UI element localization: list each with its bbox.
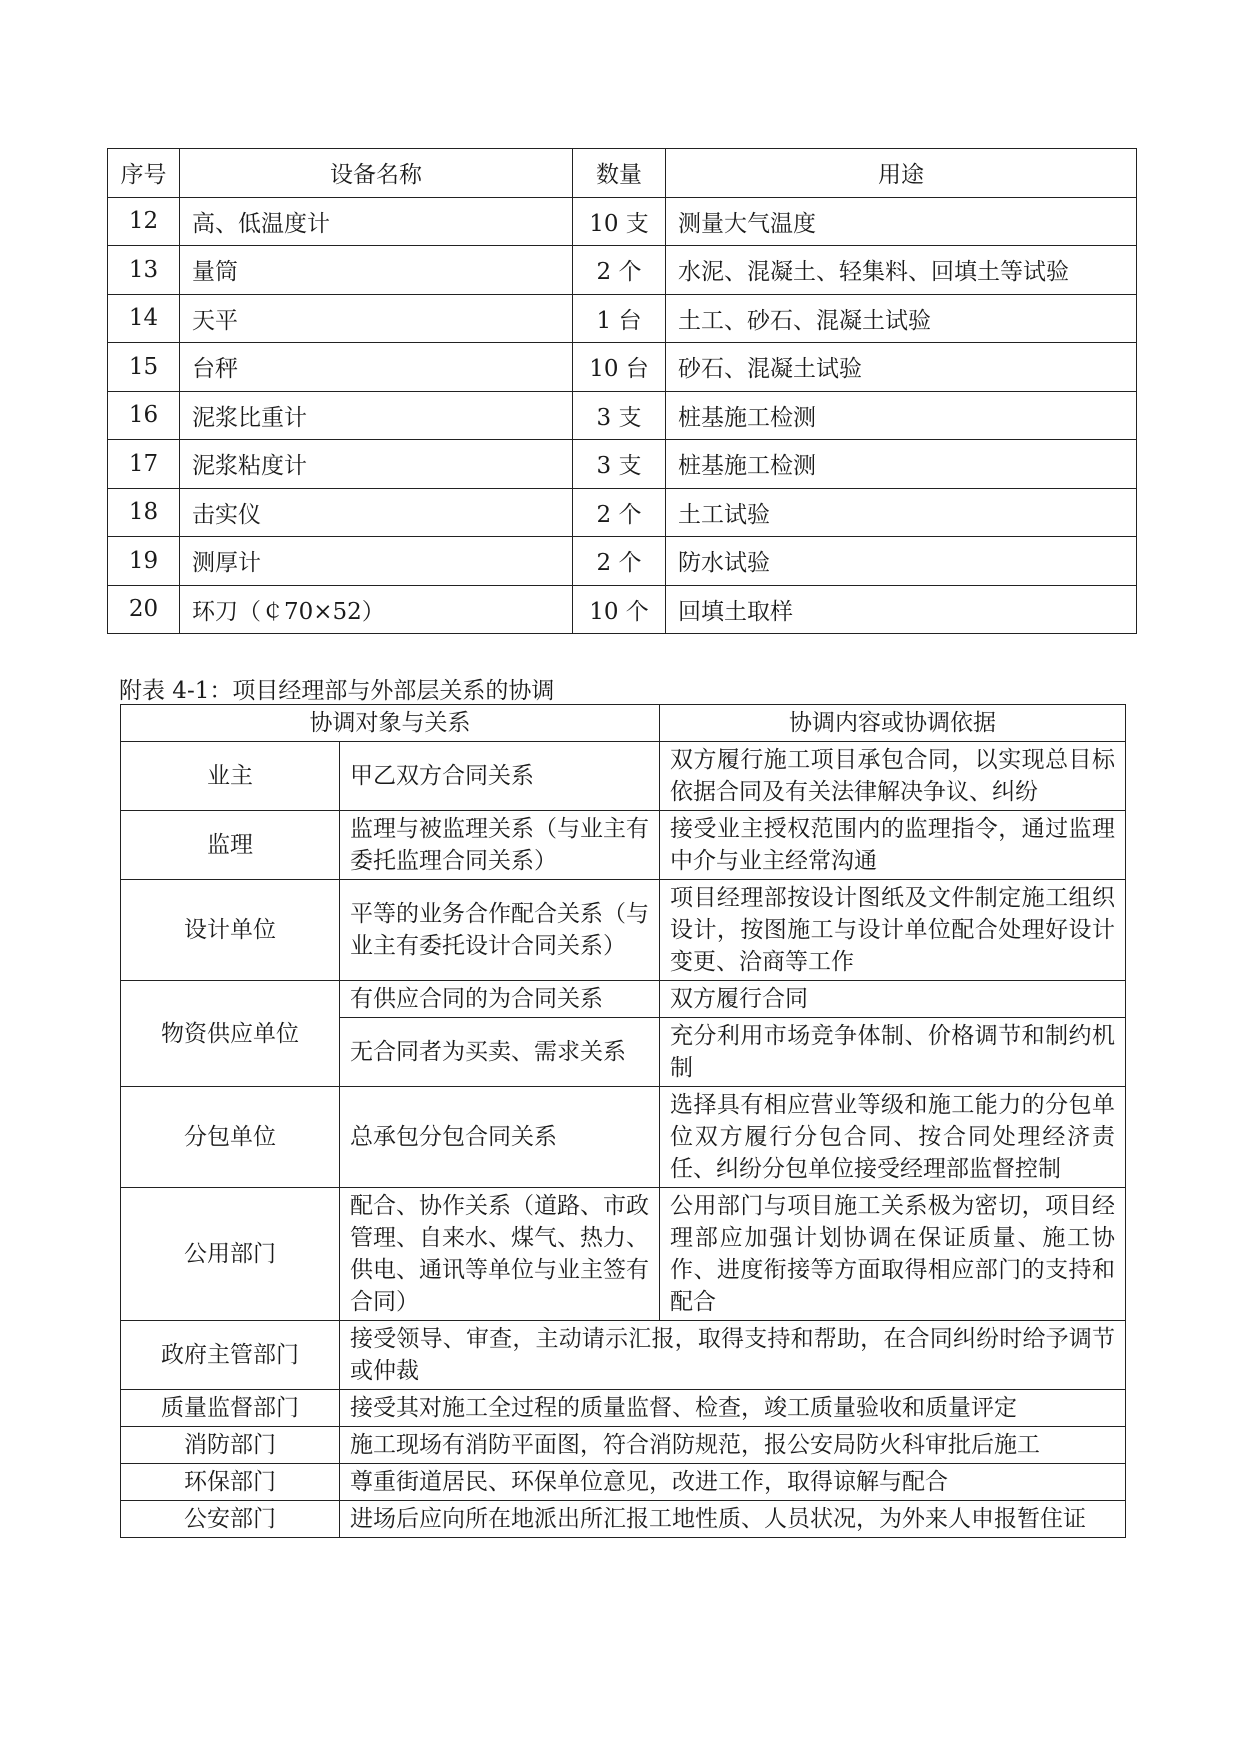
party-cell: 分包单位 [121, 1087, 340, 1188]
table-row [108, 294, 1137, 343]
party-cell: 公用部门 [121, 1188, 340, 1321]
table-row [121, 1188, 1126, 1321]
table-row [121, 1390, 1126, 1427]
table-row [121, 1427, 1126, 1464]
header-name: 设备名称 [180, 149, 573, 198]
content-cell: 接受业主授权范围内的监理指令，通过监理中介与业主经常沟通 [660, 811, 1126, 880]
row-qty: 2 个 [573, 246, 666, 295]
header-content-basis: 协调内容或协调依据 [660, 705, 1126, 742]
row-qty: 2 个 [573, 488, 666, 537]
row-qty: 1 台 [573, 294, 666, 343]
table-row [108, 585, 1137, 634]
row-name: 环刀（￠70×52） [180, 585, 573, 634]
party-cell: 质量监督部门 [121, 1390, 340, 1427]
table-row [108, 343, 1137, 392]
party-cell: 设计单位 [121, 880, 340, 981]
content-cell: 尊重街道居民、环保单位意见，改进工作，取得谅解与配合 [340, 1464, 1126, 1501]
content-cell: 施工现场有消防平面图，符合消防规范，报公安局防火科审批后施工 [340, 1427, 1126, 1464]
row-qty: 3 支 [573, 391, 666, 440]
table-row [121, 1464, 1126, 1501]
row-qty: 10 支 [573, 197, 666, 246]
relation-cell: 甲乙双方合同关系 [340, 742, 660, 811]
row-no: 20 [108, 585, 180, 634]
equipment-header-row [108, 149, 1137, 198]
row-name: 量筒 [180, 246, 573, 295]
row-use: 防水试验 [666, 537, 1137, 586]
content-cell: 选择具有相应营业等级和施工能力的分包单位双方履行分包合同、按合同处理经济责任、纠纷分包单位接受经理部监督控制 [660, 1087, 1126, 1188]
row-name: 测厚计 [180, 537, 573, 586]
content-cell: 双方履行施工项目承包合同，以实现总目标依据合同及有关法律解决争议、纠纷 [660, 742, 1126, 811]
table-row [121, 981, 1126, 1018]
row-name: 击实仪 [180, 488, 573, 537]
table-row [108, 488, 1137, 537]
party-cell: 监理 [121, 811, 340, 880]
header-object-relation: 协调对象与关系 [121, 705, 660, 742]
content-cell: 接受领导、审查，主动请示汇报，取得支持和帮助，在合同纠纷时给予调节或仲裁 [340, 1321, 1126, 1390]
equipment-table [107, 148, 1137, 634]
row-name: 天平 [180, 294, 573, 343]
table-row [121, 811, 1126, 880]
row-name: 泥浆粘度计 [180, 440, 573, 489]
table-row [108, 440, 1137, 489]
row-qty: 3 支 [573, 440, 666, 489]
coordination-table [120, 704, 1126, 1538]
party-cell: 环保部门 [121, 1464, 340, 1501]
table-row [121, 880, 1126, 981]
row-no: 18 [108, 488, 180, 537]
row-use: 桩基施工检测 [666, 440, 1137, 489]
row-use: 水泥、混凝土、轻集料、回填土等试验 [666, 246, 1137, 295]
row-qty: 10 个 [573, 585, 666, 634]
row-no: 14 [108, 294, 180, 343]
coordination-header-row [121, 705, 1126, 742]
relation-cell: 平等的业务合作配合关系（与业主有委托设计合同关系） [340, 880, 660, 981]
party-cell: 政府主管部门 [121, 1321, 340, 1390]
header-qty: 数量 [573, 149, 666, 198]
row-name: 泥浆比重计 [180, 391, 573, 440]
header-use: 用途 [666, 149, 1137, 198]
row-name: 高、低温度计 [180, 197, 573, 246]
row-no: 12 [108, 197, 180, 246]
header-no: 序号 [108, 149, 180, 198]
content-cell: 接受其对施工全过程的质量监督、检查，竣工质量验收和质量评定 [340, 1390, 1126, 1427]
content-cell: 进场后应向所在地派出所汇报工地性质、人员状况，为外来人申报暂住证 [340, 1501, 1126, 1538]
content-cell: 公用部门与项目施工关系极为密切，项目经理部应加强计划协调在保证质量、施工协作、进度衔接等方面取得相应部门的支持和配合 [660, 1188, 1126, 1321]
row-qty: 10 台 [573, 343, 666, 392]
table-row [121, 1501, 1126, 1538]
content-cell: 项目经理部按设计图纸及文件制定施工组织设计，按图施工与设计单位配合处理好设计变更、洽商等工作 [660, 880, 1126, 981]
row-name: 台秤 [180, 343, 573, 392]
content-cell: 充分利用市场竞争体制、价格调节和制约机制 [660, 1018, 1126, 1087]
row-use: 回填土取样 [666, 585, 1137, 634]
row-no: 19 [108, 537, 180, 586]
table-row [121, 1087, 1126, 1188]
relation-cell: 有供应合同的为合同关系 [340, 981, 660, 1018]
relation-cell: 总承包分包合同关系 [340, 1087, 660, 1188]
row-no: 15 [108, 343, 180, 392]
content-cell: 双方履行合同 [660, 981, 1126, 1018]
relation-cell: 配合、协作关系（道路、市政管理、自来水、煤气、热力、供电、通讯等单位与业主签有合同） [340, 1188, 660, 1321]
row-use: 土工、砂石、混凝土试验 [666, 294, 1137, 343]
table-caption: 附表 4-1：项目经理部与外部层关系的协调 [119, 678, 555, 704]
table-row [108, 391, 1137, 440]
relation-cell: 无合同者为买卖、需求关系 [340, 1018, 660, 1087]
party-cell: 物资供应单位 [121, 981, 340, 1087]
row-no: 16 [108, 391, 180, 440]
row-use: 测量大气温度 [666, 197, 1137, 246]
row-no: 13 [108, 246, 180, 295]
row-no: 17 [108, 440, 180, 489]
row-use: 土工试验 [666, 488, 1137, 537]
row-qty: 2 个 [573, 537, 666, 586]
party-cell: 消防部门 [121, 1427, 340, 1464]
table-row [108, 246, 1137, 295]
table-row [108, 197, 1137, 246]
row-use: 砂石、混凝土试验 [666, 343, 1137, 392]
relation-cell: 监理与被监理关系（与业主有委托监理合同关系） [340, 811, 660, 880]
party-cell: 业主 [121, 742, 340, 811]
table-row [121, 742, 1126, 811]
table-row [121, 1321, 1126, 1390]
party-cell: 公安部门 [121, 1501, 340, 1538]
row-use: 桩基施工检测 [666, 391, 1137, 440]
table-row [108, 537, 1137, 586]
